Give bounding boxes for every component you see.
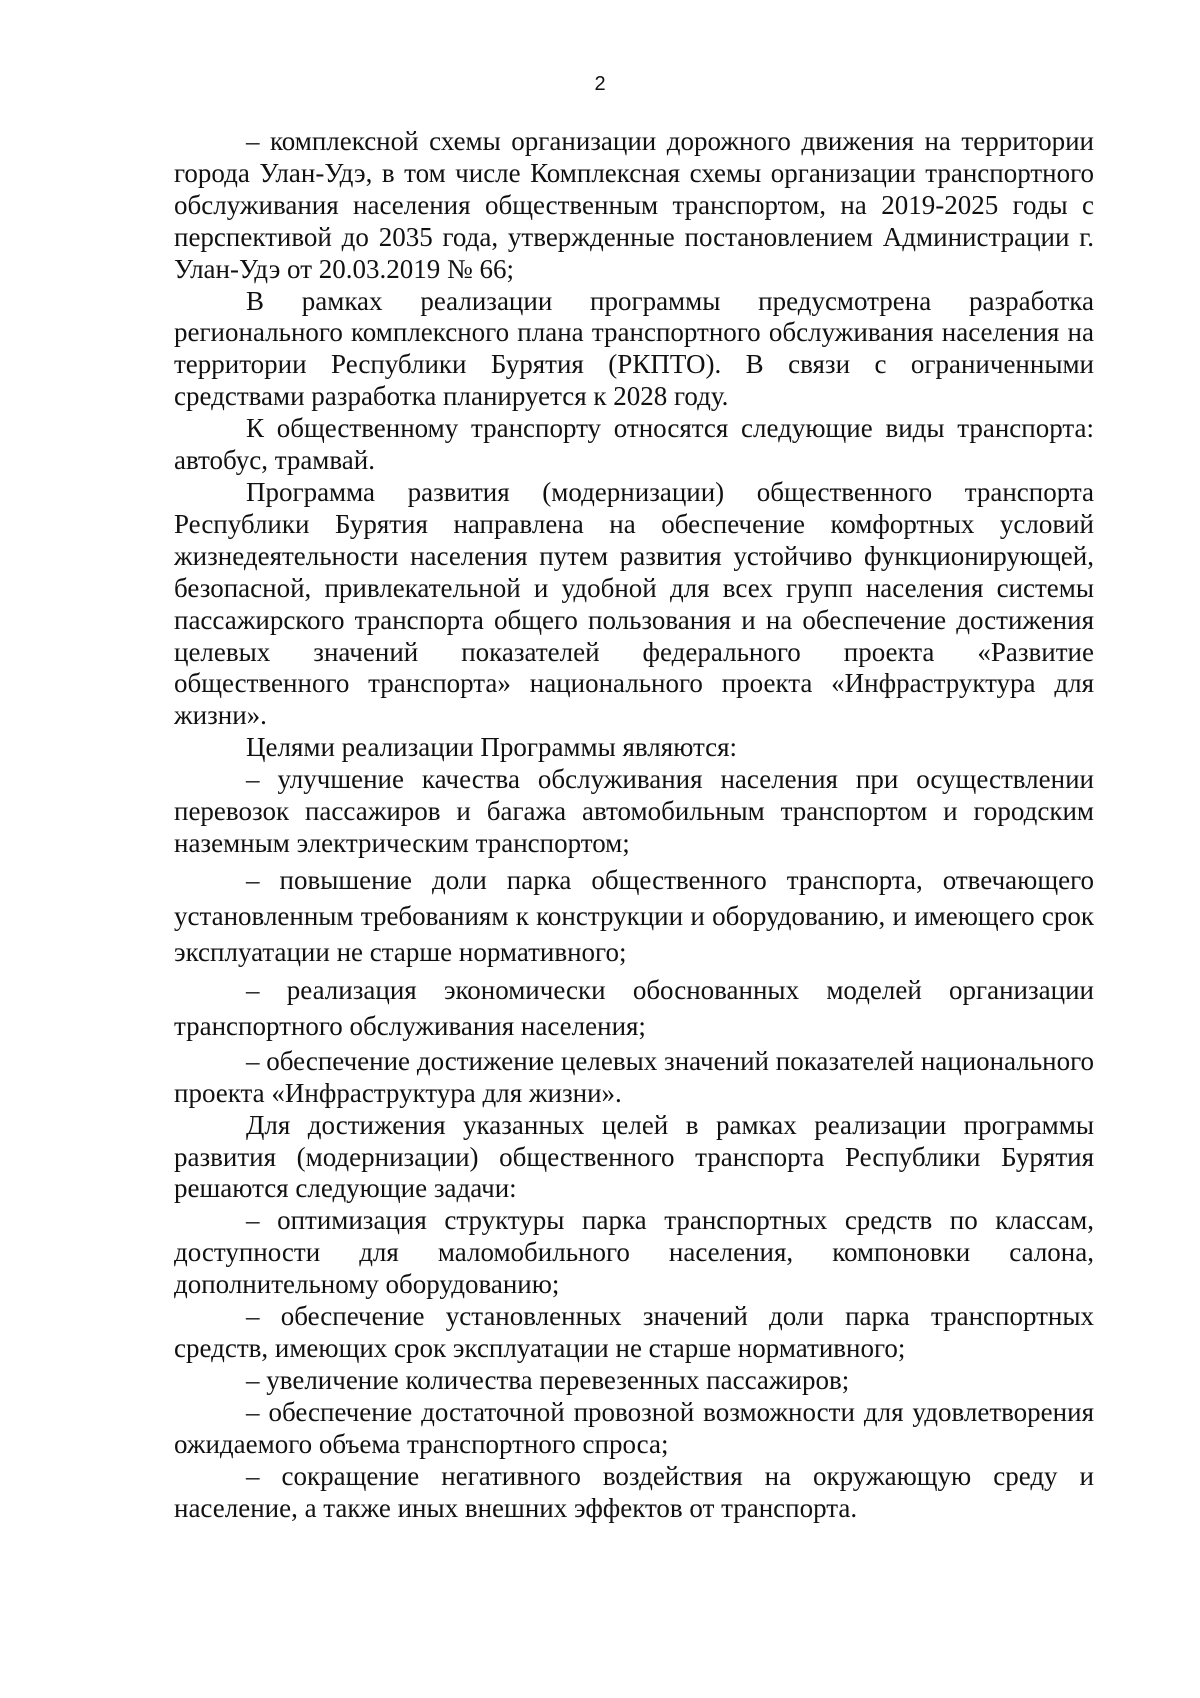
goal-item-fleet-share: – повышение доли парка общественного транспорта, отвечающего установленным требованиям к конструкции и оборудованию, и имеющего срок эксплуатации не старше нормативного;: [174, 864, 1094, 967]
paragraph-transport-types: К общественному транспорту относятся следующие виды транспорта: автобус, трамвай.: [174, 413, 1094, 476]
task-item-environment: – сокращение негативного воздействия на окружающую среду и население, а также иных внешних эффектов от транспорта.: [174, 1460, 1094, 1523]
paragraph-program-purpose: Программа развития (модернизации) общественного транспорта Республики Бурятия направлена на обеспечение комфортных условий жизнедеятельности населения путем развития устойчиво функционирующей, безопасной, привлекательной и удобной для всех групп населения системы пассажирского транспорта общего пользования и на обеспечение достижения целевых значений показателей федерального проекта «Развитие общественного транспорта» национального проекта «Инфраструктура для жизни».: [174, 476, 1094, 731]
paragraph-road-traffic-scheme: – комплексной схемы организации дорожного движения на территории города Улан-Удэ, в том числе Комплексная схемы организации транспортного обслуживания населения общественным транспортом, на 2019-2025 годы с перспективой до 2035 года, утвержденные постановлением Администрации г. Улан-Удэ от 20.03.2019 № 66;: [174, 126, 1094, 284]
paragraph-goals-heading: Целями реализации Программы являются:: [246, 732, 738, 763]
goal-item-target-values: – обеспечение достижение целевых значений показателей национального проекта «Инфраструктура для жизни».: [174, 1045, 1094, 1108]
page-number: 2: [594, 73, 606, 95]
goal-item-service-quality: – улучшение качества обслуживания населения при осуществлении перевозок пассажиров и багажа автомобильным транспортом и городским наземным электрическим транспортом;: [174, 764, 1094, 858]
task-item-fleet-structure: – оптимизация структуры парка транспортных средств по классам, доступности для маломобильного населения, компоновки салона, дополнительному оборудованию;: [174, 1205, 1094, 1300]
goal-item-economic-models: – реализация экономически обоснованных моделей организации транспортного обслуживания населения;: [174, 974, 1094, 1041]
paragraph-tasks-heading: Для достижения указанных целей в рамках реализации программы развития (модернизации) общественного транспорта Республики Бурятия решаются следующие задачи:: [174, 1109, 1094, 1204]
task-item-fleet-age: – обеспечение установленных значений доли парка транспортных средств, имеющих срок эксплуатации не старше нормативного;: [174, 1301, 1094, 1363]
task-item-capacity: – обеспечение достаточной провозной возможности для удовлетворения ожидаемого объема транспортного спроса;: [174, 1396, 1094, 1459]
document-body: [174, 126, 1094, 1524]
paragraph-rkpto-plan: В рамках реализации программы предусмотрена разработка регионального комплексного плана транспортного обслуживания населения на территории Республики Бурятия (РКПТО). В связи с ограниченными средствами разработка планируется к 2028 году.: [174, 285, 1094, 412]
task-item-passenger-growth: – увеличение количества перевезенных пассажиров;: [246, 1364, 850, 1395]
